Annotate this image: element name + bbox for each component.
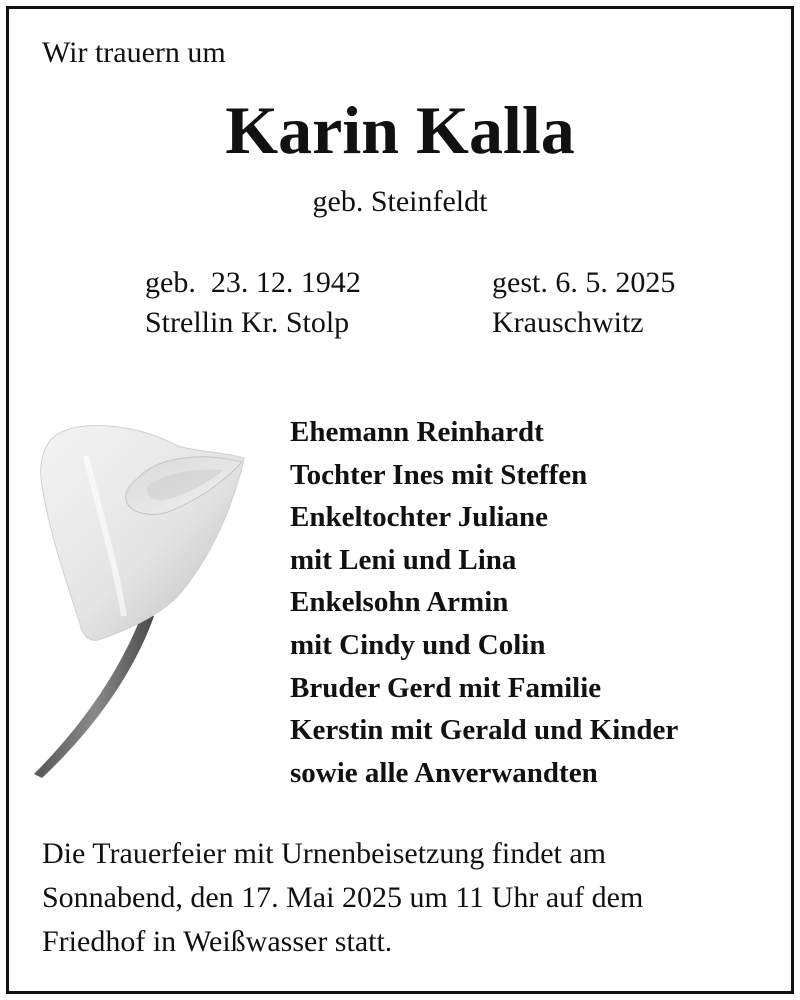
mourner-line: Kerstin mit Gerald und Kinder [290, 714, 679, 747]
death-info [492, 263, 675, 343]
mourner-line: Bruder Gerd mit Familie [290, 671, 602, 704]
mourner-line: Enkeltochter Juliane [290, 501, 549, 534]
mourners-list [290, 411, 678, 794]
service-line: Die Trauerfeier mit Urnenbeisetzung findet am [42, 837, 606, 870]
mourner-line: Ehemann Reinhardt [290, 416, 544, 448]
deceased-name: Karin Kalla [225, 92, 575, 168]
mourner-line: mit Cindy und Colin [290, 628, 546, 661]
intro-text: Wir trauern um [42, 36, 226, 69]
mourner-line: Tochter Ines mit Steffen [290, 458, 588, 491]
death-date: gest. 6. 5. 2025 [492, 266, 676, 299]
service-line: Sonnabend, den 17. Mai 2025 um 11 Uhr auf dem [42, 881, 644, 914]
birth-date: geb. 23. 12. 1942 [145, 266, 361, 299]
death-place: Krauschwitz [492, 306, 644, 339]
service-announcement [42, 832, 643, 964]
calla-lily-icon [28, 416, 258, 786]
birth-place: Strellin Kr. Stolp [145, 306, 350, 339]
mourner-line: mit Leni und Lina [290, 543, 517, 576]
maiden-name: geb. Steinfeldt [312, 185, 488, 218]
service-line: Friedhof in Weißwasser statt. [42, 925, 393, 958]
mourner-line: Enkelsohn Armin [290, 586, 509, 619]
mourner-line: sowie alle Anverwandten [290, 756, 598, 789]
birth-info [145, 263, 361, 343]
